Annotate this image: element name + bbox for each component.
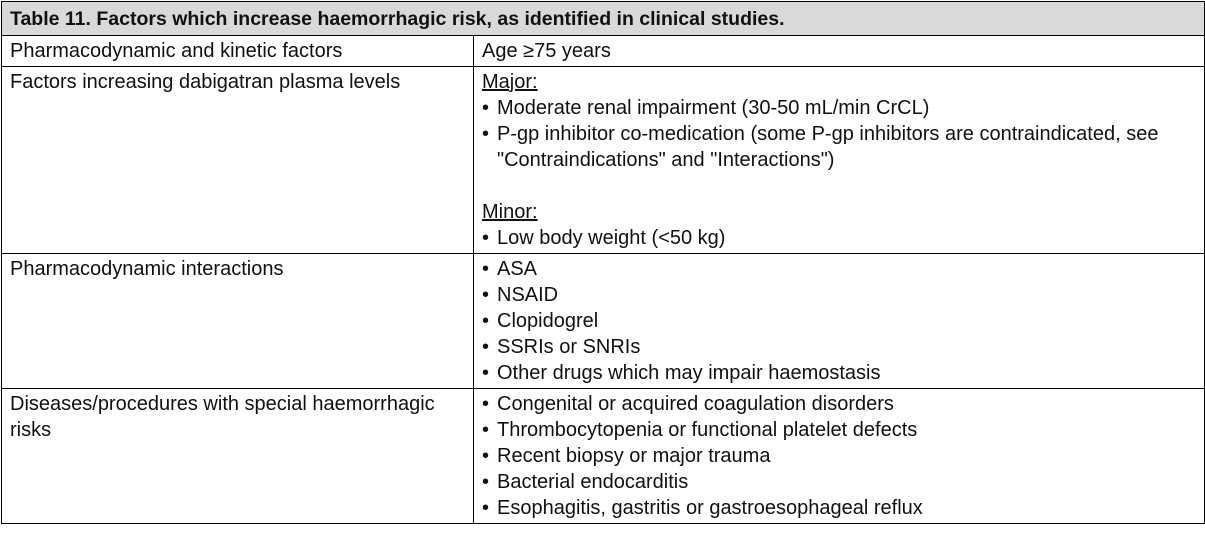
bullet-icon: • [482, 227, 490, 249]
bullet-icon: • [482, 284, 490, 306]
list-item: • SSRIs or SNRIs [482, 336, 641, 358]
bullet-icon: • [482, 258, 490, 280]
row-label: Pharmacodynamic and kinetic factors [2, 36, 474, 67]
bullet-icon: • [482, 419, 490, 441]
bullet-icon: • [482, 97, 490, 119]
spacer [482, 173, 1196, 199]
list-item: • Clopidogrel [482, 310, 599, 332]
row-value [474, 254, 1205, 389]
bullet-icon: • [482, 362, 490, 384]
row-label: Factors increasing dabigatran plasma levels [2, 67, 474, 254]
list-item: • Moderate renal impairment (30-50 mL/min CrCL) [482, 97, 930, 119]
row-value [474, 67, 1205, 254]
row-value: Age ≥75 years [474, 36, 1205, 67]
minor-label: Minor: [482, 201, 538, 223]
bullet-icon: • [482, 336, 490, 358]
table-row [2, 254, 1205, 389]
major-list [482, 95, 1196, 173]
diseases-list [482, 391, 1196, 521]
table-row [2, 36, 1205, 67]
list-item: • Other drugs which may impair haemostasis [482, 362, 881, 384]
row-value [474, 389, 1205, 524]
bullet-icon: • [482, 471, 490, 493]
bullet-icon: • [482, 123, 490, 145]
minor-list [482, 225, 1196, 251]
list-item: • P-gp inhibitor co-medication (some P-gp inhibitors are contraindicated, see "Contraindications" and "Interactions") [482, 123, 1159, 171]
table-row [2, 389, 1205, 524]
table-title-row [2, 2, 1205, 36]
bullet-icon: • [482, 445, 490, 467]
risk-factors-table [1, 1, 1205, 524]
list-item: • Thrombocytopenia or functional platelet defects [482, 419, 918, 441]
row-label: Pharmacodynamic interactions [2, 254, 474, 389]
major-label: Major: [482, 71, 538, 93]
row-label: Diseases/procedures with special haemorrhagic risks [2, 389, 474, 524]
bullet-icon: • [482, 310, 490, 332]
list-item: • NSAID [482, 284, 559, 306]
list-item: • Esophagitis, gastritis or gastroesophageal reflux [482, 497, 923, 519]
list-item: • Bacterial endocarditis [482, 471, 689, 493]
list-item: • Recent biopsy or major trauma [482, 445, 771, 467]
list-item: • Congenital or acquired coagulation disorders [482, 393, 894, 415]
bullet-icon: • [482, 497, 490, 519]
table-row [2, 67, 1205, 254]
bullet-icon: • [482, 393, 490, 415]
list-item: • Low body weight (<50 kg) [482, 227, 726, 249]
interactions-list [482, 256, 1196, 386]
list-item: • ASA [482, 258, 538, 280]
table-title: Table 11. Factors which increase haemorrhagic risk, as identified in clinical studies. [2, 2, 1205, 36]
